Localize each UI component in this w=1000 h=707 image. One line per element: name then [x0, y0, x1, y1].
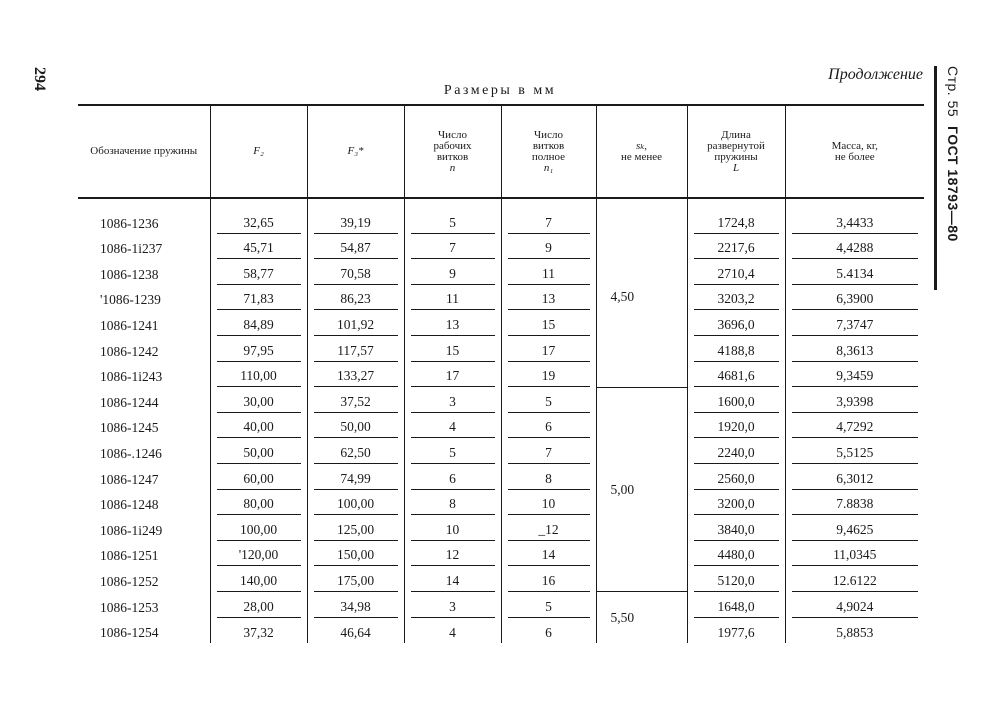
- header-f2: F₂: [210, 105, 307, 198]
- total-coils-cell: 8: [501, 464, 596, 490]
- f2-cell: 37,32: [210, 618, 307, 644]
- f3-cell: 133,27: [307, 362, 404, 388]
- mass-cell: 6,3012: [785, 464, 924, 490]
- table-row: [78, 259, 924, 285]
- length-cell: 2240,0: [687, 438, 785, 464]
- f3-cell: 54,87: [307, 234, 404, 260]
- mass-cell: 11,0345: [785, 541, 924, 567]
- working-coils-cell: 6: [404, 464, 501, 490]
- f2-cell: 50,00: [210, 438, 307, 464]
- designation-cell: 1086-1252: [100, 573, 159, 589]
- table-row: [78, 592, 924, 618]
- page-reference: Стр. 55: [945, 66, 961, 118]
- length-cell: 4188,8: [687, 336, 785, 362]
- working-coils-cell: 17: [404, 362, 501, 388]
- length-cell: 3200,0: [687, 490, 785, 516]
- table-header-row: [78, 105, 924, 198]
- working-coils-cell: 5: [404, 438, 501, 464]
- f2-cell: 40,00: [210, 413, 307, 439]
- designation-cell: 1086-1і249: [100, 522, 163, 538]
- mass-cell: 5,8853: [785, 618, 924, 644]
- f3-cell: 150,00: [307, 541, 404, 567]
- total-coils-cell: 16: [501, 566, 596, 592]
- f3-cell: 100,00: [307, 490, 404, 516]
- f3-cell: 37,52: [307, 387, 404, 413]
- length-cell: 1920,0: [687, 413, 785, 439]
- total-coils-cell: _12: [501, 515, 596, 541]
- length-cell: 1600,0: [687, 387, 785, 413]
- header-total-coils: Число витков полное n₁: [501, 105, 596, 198]
- table-row: [78, 438, 924, 464]
- total-coils-cell: 10: [501, 490, 596, 516]
- table-row: [78, 515, 924, 541]
- page-number: 294: [31, 67, 48, 91]
- f2-cell: '120,00: [210, 541, 307, 567]
- designation-cell: 1086-1251: [100, 548, 159, 564]
- designation-cell: 1086-1247: [100, 471, 159, 487]
- designation-cell: 1086-1241: [100, 317, 159, 333]
- sk-group-cell: 5,50: [596, 592, 687, 643]
- designation-cell: 1086-1248: [100, 497, 159, 513]
- designation-cell: 1086-1236: [100, 215, 159, 231]
- total-coils-cell: 15: [501, 310, 596, 336]
- mass-cell: 4,7292: [785, 413, 924, 439]
- length-cell: 2560,0: [687, 464, 785, 490]
- working-coils-cell: 12: [404, 541, 501, 567]
- length-cell: 3840,0: [687, 515, 785, 541]
- working-coils-cell: 8: [404, 490, 501, 516]
- f3-cell: 125,00: [307, 515, 404, 541]
- table-row: [78, 464, 924, 490]
- length-cell: 1724,8: [687, 208, 785, 234]
- side-header-label: [945, 66, 961, 242]
- table-row: [78, 362, 924, 388]
- table-row: [78, 566, 924, 592]
- mass-cell: 5.4134: [785, 259, 924, 285]
- table-row: [78, 310, 924, 336]
- f3-cell: 34,98: [307, 592, 404, 618]
- f2-cell: 110,00: [210, 362, 307, 388]
- f3-cell: 50,00: [307, 413, 404, 439]
- length-cell: 3203,2: [687, 285, 785, 311]
- f3-cell: 101,92: [307, 310, 404, 336]
- designation-cell: 1086-1238: [100, 266, 159, 282]
- designation-cell: 1086-1і237: [100, 241, 163, 257]
- designation-cell: 1086-1і243: [100, 369, 163, 385]
- table-row: [78, 336, 924, 362]
- length-cell: 4480,0: [687, 541, 785, 567]
- total-coils-cell: 11: [501, 259, 596, 285]
- f3-cell: 46,64: [307, 618, 404, 644]
- table-row: [78, 234, 924, 260]
- f2-cell: 30,00: [210, 387, 307, 413]
- working-coils-cell: 10: [404, 515, 501, 541]
- mass-cell: 7,3747: [785, 310, 924, 336]
- table-row: [78, 490, 924, 516]
- f3-cell: 86,23: [307, 285, 404, 311]
- sk-group-cell: 5,00: [596, 387, 687, 592]
- working-coils-cell: 9: [404, 259, 501, 285]
- f2-cell: 80,00: [210, 490, 307, 516]
- table-row: [78, 541, 924, 567]
- designation-cell: 1086-1245: [100, 420, 159, 436]
- mass-cell: 9,4625: [785, 515, 924, 541]
- table-row: [78, 618, 924, 644]
- mass-cell: 6,3900: [785, 285, 924, 311]
- total-coils-cell: 5: [501, 387, 596, 413]
- working-coils-cell: 15: [404, 336, 501, 362]
- total-coils-cell: 9: [501, 234, 596, 260]
- f2-cell: 140,00: [210, 566, 307, 592]
- working-coils-cell: 11: [404, 285, 501, 311]
- mass-cell: 5,5125: [785, 438, 924, 464]
- side-header: [934, 66, 961, 290]
- f2-cell: 45,71: [210, 234, 307, 260]
- designation-cell: '1086-1239: [100, 292, 161, 308]
- total-coils-cell: 5: [501, 592, 596, 618]
- table-body: [78, 208, 924, 643]
- f3-cell: 175,00: [307, 566, 404, 592]
- mass-cell: 7.8838: [785, 490, 924, 516]
- header-length: Длина развернутой пружины L: [687, 105, 785, 198]
- mass-cell: 8,3613: [785, 336, 924, 362]
- header-mass: Масса, кг, не более: [785, 105, 924, 198]
- length-cell: 2710,4: [687, 259, 785, 285]
- f2-cell: 100,00: [210, 515, 307, 541]
- total-coils-cell: 6: [501, 618, 596, 644]
- total-coils-cell: 6: [501, 413, 596, 439]
- dimension-note: Размеры в мм: [443, 83, 557, 98]
- designation-cell: 1086-1253: [100, 599, 159, 615]
- sk-group-cell: 4,50: [596, 208, 687, 387]
- length-cell: 1977,6: [687, 618, 785, 644]
- f2-cell: 28,00: [210, 592, 307, 618]
- total-coils-cell: 14: [501, 541, 596, 567]
- f3-cell: 70,58: [307, 259, 404, 285]
- working-coils-cell: 4: [404, 618, 501, 644]
- header-f3: F₃*: [307, 105, 404, 198]
- working-coils-cell: 3: [404, 592, 501, 618]
- mass-cell: 3,4433: [785, 208, 924, 234]
- total-coils-cell: 13: [501, 285, 596, 311]
- header-sk: sₖ, не менее: [596, 105, 687, 198]
- table-row: [78, 413, 924, 439]
- table-row: [78, 285, 924, 311]
- f2-cell: 84,89: [210, 310, 307, 336]
- designation-cell: 1086-1244: [100, 394, 159, 410]
- length-cell: 1648,0: [687, 592, 785, 618]
- table-row: [78, 387, 924, 413]
- mass-cell: 4,9024: [785, 592, 924, 618]
- designation-cell: 1086-.1246: [100, 445, 162, 461]
- working-coils-cell: 14: [404, 566, 501, 592]
- f3-cell: 62,50: [307, 438, 404, 464]
- total-coils-cell: 7: [501, 208, 596, 234]
- table-row: [78, 208, 924, 234]
- f2-cell: 58,77: [210, 259, 307, 285]
- length-cell: 3696,0: [687, 310, 785, 336]
- working-coils-cell: 13: [404, 310, 501, 336]
- mass-cell: 9,3459: [785, 362, 924, 388]
- working-coils-cell: 7: [404, 234, 501, 260]
- continuation-label: Продолжение: [828, 66, 923, 83]
- working-coils-cell: 5: [404, 208, 501, 234]
- length-cell: 2217,6: [687, 234, 785, 260]
- mass-cell: 12.6122: [785, 566, 924, 592]
- f2-cell: 32,65: [210, 208, 307, 234]
- total-coils-cell: 17: [501, 336, 596, 362]
- mass-cell: 4,4288: [785, 234, 924, 260]
- f3-cell: 39,19: [307, 208, 404, 234]
- length-cell: 5120,0: [687, 566, 785, 592]
- length-cell: 4681,6: [687, 362, 785, 388]
- header-spacer: [78, 198, 924, 208]
- mass-cell: 3,9398: [785, 387, 924, 413]
- f2-cell: 97,95: [210, 336, 307, 362]
- f3-cell: 74,99: [307, 464, 404, 490]
- working-coils-cell: 4: [404, 413, 501, 439]
- f3-cell: 117,57: [307, 336, 404, 362]
- total-coils-cell: 19: [501, 362, 596, 388]
- f2-cell: 60,00: [210, 464, 307, 490]
- header-designation: Обозначение пружины: [78, 105, 210, 198]
- standard-code: ГОСТ 18793—80: [945, 125, 961, 242]
- f2-cell: 71,83: [210, 285, 307, 311]
- working-coils-cell: 3: [404, 387, 501, 413]
- spring-spec-table: [78, 104, 924, 643]
- total-coils-cell: 7: [501, 438, 596, 464]
- designation-cell: 1086-1242: [100, 343, 159, 359]
- header-working-coils: Число рабочих витков n: [404, 105, 501, 198]
- designation-cell: 1086-1254: [100, 625, 159, 641]
